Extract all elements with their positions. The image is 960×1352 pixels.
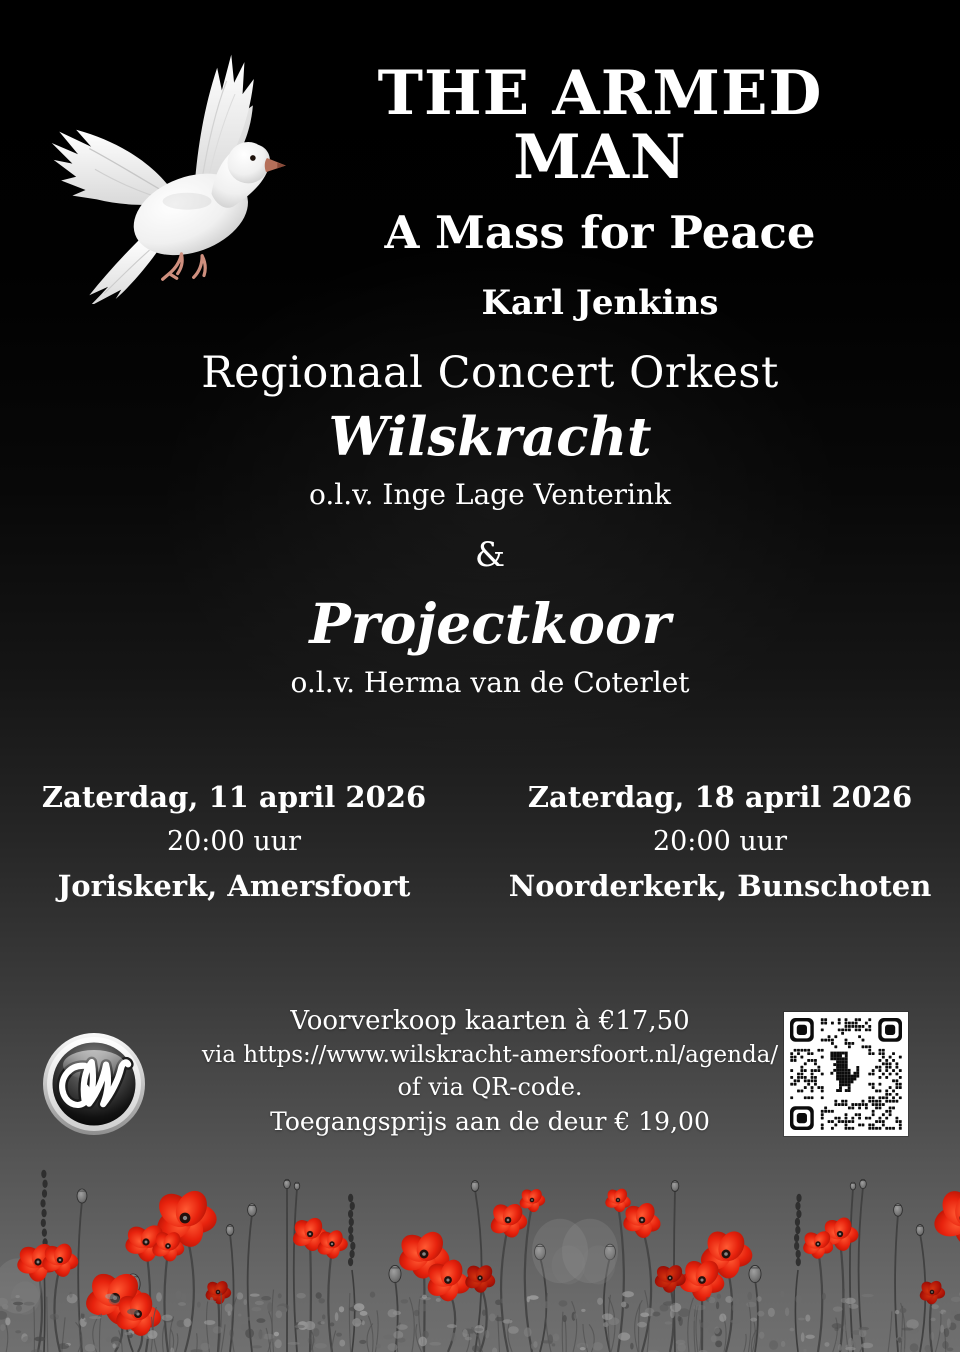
presale-price: Voorverkoop kaarten à €17,50: [290, 1006, 690, 1036]
ampersand: &: [474, 535, 506, 575]
dove-image: [16, 12, 298, 304]
qr-code: [784, 1012, 908, 1136]
event-time: 20:00 uur: [652, 826, 788, 857]
event-time: 20:00 uur: [166, 826, 302, 857]
events-block: [0, 780, 960, 903]
poppy-field-image: [0, 1156, 960, 1352]
composer-name: Karl Jenkins: [481, 283, 719, 324]
orchestra-conductor: o.l.v. Inge Lage Venterink: [308, 478, 671, 511]
poster-title: THE ARMED MAN: [377, 58, 823, 194]
event-date: Zaterdag, 11 april 2026: [41, 780, 427, 814]
choir-name: Projectkoor: [309, 591, 671, 656]
wilskracht-logo: [42, 1032, 146, 1136]
qr-instruction: of via QR-code.: [397, 1073, 583, 1101]
event-amersfoort: [0, 780, 468, 903]
event-venue: Joriskerk, Amersfoort: [57, 869, 411, 903]
poster-subtitle: A Mass for Peace: [384, 206, 816, 260]
ticket-url: via https://www.wilskracht-amersfoort.nl/agenda/: [201, 1042, 779, 1068]
white-dove-icon: [16, 12, 298, 304]
monogram-w-icon: [42, 1032, 146, 1136]
ensembles-block: [20, 348, 960, 699]
orchestra-name: Wilskracht: [328, 406, 652, 468]
title-block: [280, 58, 920, 324]
choir-conductor: o.l.v. Herma van de Coterlet: [290, 666, 690, 699]
event-date: Zaterdag, 18 april 2026: [527, 780, 913, 814]
orchestra-label: Regionaal Concert Orkest: [201, 348, 779, 398]
event-venue: Noorderkerk, Bunschoten: [508, 869, 932, 903]
door-price: Toegangsprijs aan de deur € 19,00: [270, 1107, 710, 1136]
event-bunschoten: [468, 780, 960, 903]
